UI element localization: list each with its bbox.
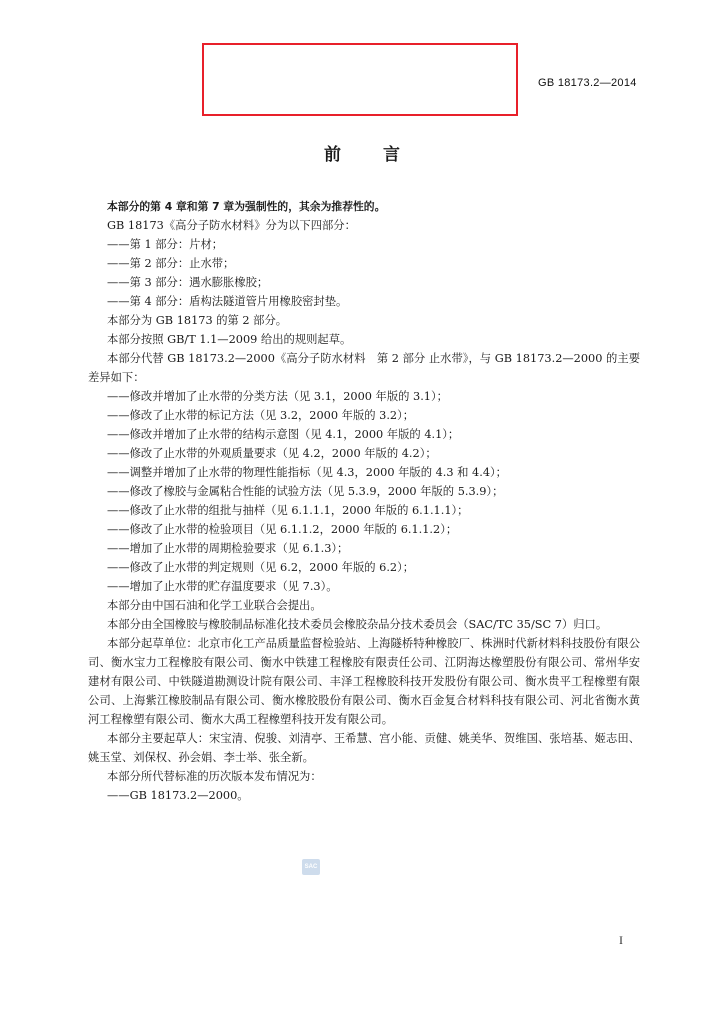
list-item: ——第 4 部分：盾构法隧道管片用橡胶密封垫。 (107, 295, 348, 308)
page-number: I (619, 933, 623, 947)
list-item: ——第 3 部分：遇水膨胀橡胶； (107, 276, 269, 289)
paragraph: 本部分为 GB 18173 的第 2 部分。 (107, 314, 288, 327)
list-item: ——第 2 部分：止水带； (107, 257, 235, 270)
list-item: ——修改了止水带的外观质量要求（见 4.2，2000 年版的 4.2）； (107, 447, 437, 460)
paragraph: 本部分代替 GB 18173.2—2000《高分子防水材料 第 2 部分 止水带》，与 GB 18173.2—2000 的主要差异如下： (88, 352, 640, 384)
paragraph: 本部分的第 4 章和第 7 章为强制性的，其余为推荐性的。 (107, 200, 386, 213)
paragraph: 本部分按照 GB/T 1.1—2009 给出的规则起草。 (107, 333, 352, 346)
list-item: ——修改并增加了止水带的结构示意图（见 4.1，2000 年版的 4.1）； (107, 428, 460, 441)
paragraph: GB 18173《高分子防水材料》分为以下四部分： (107, 219, 356, 232)
paragraph: 本部分由中国石油和化学工业联合会提出。 (107, 599, 322, 612)
foreword-body (88, 197, 640, 805)
paragraph: 本部分所代替标准的历次版本发布情况为： (107, 770, 322, 783)
list-item: ——调整并增加了止水带的物理性能指标（见 4.3，2000 年版的 4.3 和 4.4）； (107, 466, 507, 479)
paragraph: 本部分由全国橡胶与橡胶制品标准化技术委员会橡胶杂品分技术委员会（SAC/TC 35/SC 7）归口。 (107, 618, 608, 631)
list-item: ——修改了止水带的标记方法（见 3.2，2000 年版的 3.2）； (107, 409, 415, 422)
list-item: ——修改了止水带的判定规则（见 6.2，2000 年版的 6.2）； (107, 561, 415, 574)
standard-code: GB 18173.2—2014 (538, 77, 637, 89)
list-item: ——GB 18173.2—2000。 (107, 789, 249, 802)
page-title: 前 言 (324, 145, 400, 165)
sac-watermark-logo: SAC (302, 859, 320, 875)
redaction-box (202, 43, 518, 116)
paragraph: 本部分起草单位：北京市化工产品质量监督检验站、上海隧桥特种橡胶厂、株洲时代新材料科技股份有限公司、衡水宝力工程橡胶有限公司、衡水中铁建工程橡胶有限责任公司、江阴海达橡塑股份有限公司、常州华安建材有限公司、中铁隧道勘测设计院有限公司、丰泽工程橡胶科技开发股份有限公司、衡水贵平工程橡塑有限公司、上海紫江橡胶制品有限公司、衡水橡胶股份有限公司、衡水百金复合材料科技有限公司、河北省衡水黄河工程橡塑有限公司、衡水大禹工程橡塑科技开发有限公司。 (88, 637, 640, 726)
list-item: ——增加了止水带的周期检验要求（见 6.1.3）； (107, 542, 349, 555)
list-item: ——第 1 部分：片材； (107, 238, 224, 251)
list-item: ——修改了止水带的检验项目（见 6.1.1.2，2000 年版的 6.1.1.2）； (107, 523, 458, 536)
list-item: ——修改并增加了止水带的分类方法（见 3.1，2000 年版的 3.1）； (107, 390, 448, 403)
list-item: ——修改了橡胶与金属粘合性能的试验方法（见 5.3.9，2000 年版的 5.3.9）； (107, 485, 504, 498)
list-item: ——增加了止水带的贮存温度要求（见 7.3）。 (107, 580, 338, 593)
paragraph: 本部分主要起草人：宋宝清、倪骏、刘清亭、王希慧、宫小能、贡健、姚美华、贺维国、张培基、姬志田、姚玉堂、刘保权、孙会娟、李士举、张全新。 (88, 732, 640, 764)
list-item: ——修改了止水带的组批与抽样（见 6.1.1.1，2000 年版的 6.1.1.1）； (107, 504, 469, 517)
